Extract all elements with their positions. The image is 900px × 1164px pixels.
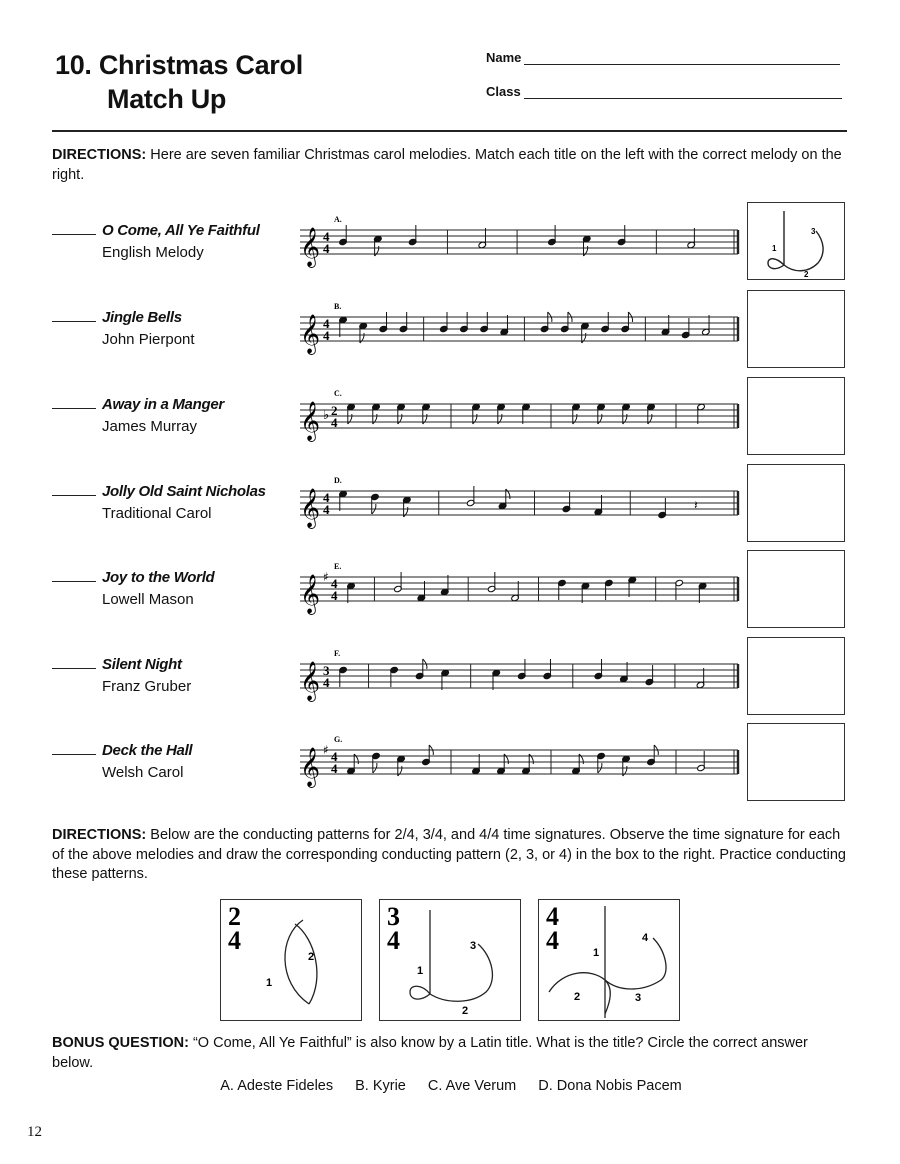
time-signature-top: 2 [331, 403, 338, 418]
carol-row-4 [52, 483, 266, 522]
answer-blank-4[interactable] [52, 494, 96, 496]
note-flag [373, 414, 377, 424]
time-signature-top: 4 [323, 490, 330, 505]
pattern-4-4-label-4: 4 [642, 932, 649, 944]
header-divider [52, 130, 847, 132]
note-flag [498, 414, 502, 424]
pattern-4-4-drawing [539, 900, 679, 1020]
carol-composer-3: James Murray [102, 418, 198, 435]
carol-row-7 [52, 742, 192, 781]
note-flag [506, 489, 510, 499]
sharp-icon: ♯ [323, 743, 329, 757]
answer-blank-5[interactable] [52, 580, 96, 582]
conducting-pattern-4-4 [538, 899, 680, 1021]
pattern-4-4-label-3: 3 [635, 992, 642, 1004]
carol-row-3 [52, 396, 224, 435]
time-signature-top: 4 [331, 749, 338, 764]
pattern-3-4-drawing [380, 900, 520, 1020]
time-signature-bottom: 4 [323, 675, 330, 690]
bonus-answer-a[interactable]: A. Adeste Fideles [220, 1078, 334, 1094]
bonus-answer-d[interactable]: D. Dona Nobis Pacem [538, 1078, 682, 1094]
class-line[interactable] [524, 86, 842, 99]
directions-2 [52, 826, 847, 885]
time-signature-bottom: 4 [331, 415, 338, 430]
sharp-icon: ♯ [323, 570, 329, 584]
title-line-1: 10. Christmas Carol [55, 50, 303, 80]
melody-staff-f [298, 642, 740, 702]
pattern-3-4-time-bottom: 4 [387, 926, 400, 955]
treble-clef-icon: 𝄞 [300, 227, 321, 267]
directions-1-text: Here are seven familiar Christmas carol melodies. Match each title on the left with the correct melody on the right. [52, 147, 842, 183]
note-flag [354, 754, 358, 764]
time-signature-top: 3 [323, 663, 330, 678]
treble-clef-icon: 𝄞 [300, 574, 321, 614]
answer-blank-3[interactable] [52, 407, 96, 409]
carol-title-1: O Come, All Ye Faithful [102, 222, 260, 239]
flat-icon: ♭ [323, 408, 330, 423]
answer-box-g[interactable] [747, 723, 845, 801]
conducting-pattern-3-4 [379, 899, 521, 1021]
bonus-question [52, 1034, 852, 1073]
note-flag [398, 766, 402, 776]
pattern-2-4-drawing [221, 900, 361, 1020]
pattern-3-4-label-2: 2 [462, 1005, 469, 1017]
carol-composer-1: English Melody [102, 244, 204, 261]
example-label-1: 1 [772, 244, 777, 253]
answer-blank-1[interactable] [52, 233, 96, 235]
example-conducting-pattern [748, 203, 844, 279]
melody-letter: E. [334, 562, 342, 571]
name-field[interactable] [486, 50, 840, 65]
bonus-answer-c[interactable]: C. Ave Verum [427, 1078, 517, 1094]
pattern-3-4-label-3: 3 [470, 940, 477, 952]
time-signature-bottom: 4 [323, 502, 330, 517]
carol-composer-5: Lowell Mason [102, 591, 194, 608]
page-number: 12 [27, 1124, 42, 1140]
melody-staff-d [298, 469, 740, 529]
carol-composer-6: Franz Gruber [102, 678, 192, 695]
carol-row-2 [52, 309, 195, 348]
pattern-2-4-label-1: 1 [266, 977, 273, 989]
melody-letter: F. [334, 649, 341, 658]
carol-title-2: Jingle Bells [102, 309, 182, 326]
pattern-4-4-label-2: 2 [574, 991, 581, 1003]
conducting-pattern-2-4 [220, 899, 362, 1021]
answer-box-a[interactable] [747, 202, 845, 280]
answer-box-f[interactable] [747, 637, 845, 715]
treble-clef-icon: 𝄞 [300, 401, 321, 441]
answer-blank-7[interactable] [52, 753, 96, 755]
time-signature-bottom: 4 [323, 241, 330, 256]
time-signature-top: 4 [323, 316, 330, 331]
time-signature-bottom: 4 [331, 761, 338, 776]
note-flag [573, 414, 577, 424]
name-label: Name [486, 50, 522, 65]
melody-letter: C. [334, 389, 342, 398]
melody-staff-g [298, 728, 740, 788]
pattern-4-4-time-top: 4 [546, 902, 559, 931]
answer-blank-6[interactable] [52, 667, 96, 669]
bonus-label: BONUS QUESTION: [52, 1035, 189, 1051]
carol-row-5 [52, 569, 214, 608]
time-signature-bottom: 4 [331, 588, 338, 603]
directions-1-label: DIRECTIONS: [52, 147, 147, 163]
carol-composer-2: John Pierpont [102, 331, 195, 348]
treble-clef-icon: 𝄞 [300, 661, 321, 701]
bonus-answers [52, 1078, 846, 1094]
treble-clef-icon: 𝄞 [300, 488, 321, 528]
carol-title-6: Silent Night [102, 656, 182, 673]
carol-title-5: Joy to the World [102, 569, 215, 586]
example-label-2: 2 [804, 270, 809, 279]
melody-staff-c [298, 382, 740, 442]
directions-2-text: Below are the conducting patterns for 2/4, 3/4, and 4/4 time signatures. Observe the time signature for each of the above melodies and draw the corresponding conducting pattern (2, 3, or 4) in the box to the right. Practice conducting these patterns. [52, 827, 846, 882]
answer-box-e[interactable] [747, 550, 845, 628]
melody-staff-b [298, 295, 740, 355]
carol-composer-4: Traditional Carol [102, 505, 212, 522]
note-flag [398, 414, 402, 424]
note-flag [375, 246, 379, 256]
melody-staff-e [298, 555, 740, 615]
note-flag [623, 766, 627, 776]
example-label-3: 3 [811, 227, 816, 236]
bonus-text: “O Come, All Ye Faithful” is also know by a Latin title. What is the title? Circle the correct answer below. [52, 1035, 808, 1071]
note-flag [598, 414, 602, 424]
carol-composer-7: Welsh Carol [102, 764, 184, 781]
carol-row-1 [52, 222, 260, 261]
time-signature-bottom: 4 [323, 328, 330, 343]
treble-clef-icon: 𝄞 [300, 314, 321, 354]
note-flag [504, 754, 508, 764]
title-line-2: Match Up [107, 84, 227, 114]
pattern-2-4-time-bottom: 4 [228, 926, 241, 955]
pattern-4-4-time-bottom: 4 [546, 926, 559, 955]
note-flag [584, 246, 588, 256]
pattern-2-4-time-top: 2 [228, 902, 241, 931]
melody-staff-a [298, 208, 740, 268]
note-flag [348, 414, 352, 424]
class-label: Class [486, 84, 521, 99]
melody-letter: D. [334, 476, 342, 485]
worksheet-title [55, 48, 303, 116]
pattern-2-4-label-2: 2 [308, 951, 315, 963]
directions-1 [52, 146, 847, 185]
carol-title-7: Deck the Hall [102, 742, 193, 759]
treble-clef-icon: 𝄞 [300, 747, 321, 787]
melody-letter: A. [334, 215, 342, 224]
carol-row-6 [52, 656, 191, 695]
note-flag [423, 414, 427, 424]
class-field[interactable] [486, 84, 842, 99]
note-flag [404, 507, 408, 517]
melody-letter: B. [334, 302, 342, 311]
pattern-3-4-label-1: 1 [417, 965, 424, 977]
time-signature-top: 4 [323, 229, 330, 244]
answer-box-c[interactable] [747, 377, 845, 455]
note-flag [360, 333, 364, 343]
carol-title-4: Jolly Old Saint Nicholas [102, 483, 266, 500]
pattern-4-4-label-1: 1 [593, 947, 600, 959]
note-flag [579, 754, 583, 764]
answer-box-d[interactable] [747, 464, 845, 542]
name-line[interactable] [524, 52, 840, 65]
note-flag [623, 414, 627, 424]
bonus-answer-b[interactable]: B. Kyrie [355, 1078, 406, 1094]
note-flag [648, 414, 652, 424]
note-flag [529, 754, 533, 764]
note-flag [582, 333, 586, 343]
note-flag [473, 414, 477, 424]
melody-letter: G. [334, 735, 343, 744]
rest-icon: 𝄽 [694, 498, 698, 512]
pattern-3-4-time-top: 3 [387, 902, 400, 931]
directions-2-label: DIRECTIONS: [52, 827, 147, 843]
carol-title-3: Away in a Manger [102, 396, 224, 413]
answer-blank-2[interactable] [52, 320, 96, 322]
answer-box-b[interactable] [747, 290, 845, 368]
time-signature-top: 4 [331, 576, 338, 591]
